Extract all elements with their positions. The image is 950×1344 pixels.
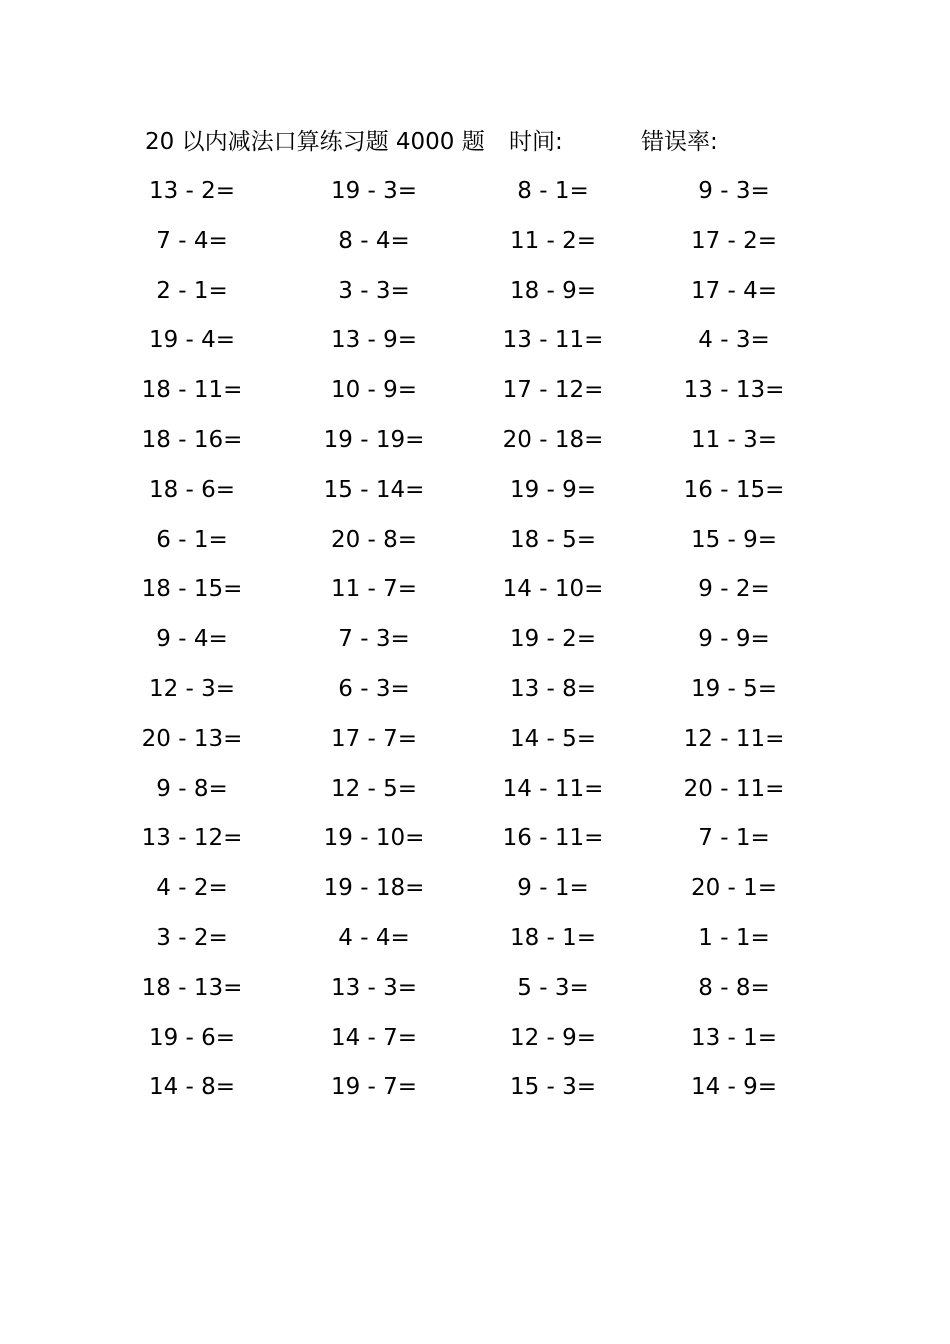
problem-row xyxy=(0,615,950,665)
subtraction-problem: 20 - 13= xyxy=(141,725,243,752)
subtraction-problem: 17 - 2= xyxy=(690,227,778,254)
subtraction-problem: 16 - 11= xyxy=(502,825,604,852)
subtraction-problem: 6 - 1= xyxy=(156,526,228,553)
problem-row xyxy=(0,316,950,366)
subtraction-problem: 12 - 3= xyxy=(148,675,236,702)
problem-row xyxy=(0,1014,950,1064)
subtraction-problem: 17 - 12= xyxy=(502,377,604,404)
subtraction-problem: 9 - 3= xyxy=(698,178,770,204)
subtraction-problem: 12 - 5= xyxy=(330,775,418,802)
subtraction-problem: 15 - 14= xyxy=(323,476,425,503)
subtraction-problem: 19 - 6= xyxy=(148,1024,236,1051)
subtraction-problem: 1 - 1= xyxy=(698,924,770,951)
subtraction-problem: 20 - 8= xyxy=(330,526,418,553)
subtraction-problem: 17 - 7= xyxy=(330,725,418,752)
problem-row xyxy=(0,366,950,416)
time-label: 时间: xyxy=(509,129,563,155)
subtraction-problem: 20 - 1= xyxy=(690,875,778,902)
subtraction-problem: 8 - 4= xyxy=(338,227,410,254)
problem-row xyxy=(0,167,950,217)
subtraction-problem: 13 - 13= xyxy=(683,377,785,404)
subtraction-problem: 14 - 8= xyxy=(148,1074,236,1101)
subtraction-problem: 18 - 6= xyxy=(148,476,236,503)
problem-row xyxy=(0,267,950,317)
problem-row xyxy=(0,466,950,516)
subtraction-problem: 13 - 3= xyxy=(330,974,418,1001)
subtraction-problem: 9 - 8= xyxy=(156,775,228,802)
subtraction-problem: 15 - 3= xyxy=(509,1074,597,1101)
subtraction-problem: 11 - 7= xyxy=(330,576,418,603)
subtraction-problem: 2 - 1= xyxy=(156,277,228,304)
problem-row xyxy=(0,516,950,566)
subtraction-problem: 11 - 2= xyxy=(509,227,597,254)
subtraction-problem: 12 - 11= xyxy=(683,725,785,752)
subtraction-problem: 5 - 3= xyxy=(517,974,589,1001)
subtraction-problem: 4 - 2= xyxy=(156,875,228,902)
subtraction-problem: 16 - 15= xyxy=(683,476,785,503)
subtraction-problem: 19 - 5= xyxy=(690,675,778,702)
problem-row xyxy=(0,565,950,615)
subtraction-problem: 20 - 18= xyxy=(502,426,604,453)
worksheet-header xyxy=(0,124,950,160)
problem-row xyxy=(0,765,950,815)
subtraction-problem: 14 - 5= xyxy=(509,725,597,752)
problem-row xyxy=(0,665,950,715)
subtraction-problem: 10 - 9= xyxy=(330,377,418,404)
subtraction-problem: 19 - 4= xyxy=(148,327,236,354)
subtraction-problem: 13 - 9= xyxy=(330,327,418,354)
problem-row xyxy=(0,914,950,964)
problem-row xyxy=(0,217,950,267)
error-rate-label: 错误率: xyxy=(641,129,718,155)
subtraction-problem: 14 - 11= xyxy=(502,775,604,802)
subtraction-problem: 17 - 4= xyxy=(690,277,778,304)
subtraction-problem: 18 - 11= xyxy=(141,377,243,404)
subtraction-problem: 19 - 19= xyxy=(323,426,425,453)
subtraction-problem: 9 - 2= xyxy=(698,576,770,603)
subtraction-problem: 19 - 2= xyxy=(509,626,597,653)
subtraction-problem: 15 - 9= xyxy=(690,526,778,553)
subtraction-problem: 9 - 9= xyxy=(698,626,770,653)
problem-row xyxy=(0,715,950,765)
problem-row xyxy=(0,964,950,1014)
subtraction-problem: 7 - 4= xyxy=(156,227,228,254)
subtraction-problem: 18 - 9= xyxy=(509,277,597,304)
subtraction-problem: 9 - 4= xyxy=(156,626,228,653)
subtraction-problem: 13 - 11= xyxy=(502,327,604,354)
subtraction-problem: 4 - 4= xyxy=(338,924,410,951)
worksheet-title: 20 以内减法口算练习题 4000 题 xyxy=(145,129,485,155)
subtraction-problem: 19 - 3= xyxy=(330,178,418,204)
subtraction-problem: 13 - 8= xyxy=(509,675,597,702)
subtraction-problem: 7 - 3= xyxy=(338,626,410,653)
subtraction-problem: 19 - 9= xyxy=(509,476,597,503)
subtraction-problem: 19 - 7= xyxy=(330,1074,418,1101)
problem-row xyxy=(0,1063,950,1113)
subtraction-problem: 14 - 7= xyxy=(330,1024,418,1051)
problem-row xyxy=(0,416,950,466)
subtraction-problem: 8 - 8= xyxy=(698,974,770,1001)
subtraction-problem: 11 - 3= xyxy=(690,426,778,453)
subtraction-problem: 4 - 3= xyxy=(698,327,770,354)
subtraction-problem: 14 - 10= xyxy=(502,576,604,603)
subtraction-problem: 7 - 1= xyxy=(698,825,770,852)
subtraction-problem: 18 - 13= xyxy=(141,974,243,1001)
subtraction-problem: 6 - 3= xyxy=(338,675,410,702)
subtraction-problem: 3 - 3= xyxy=(338,277,410,304)
subtraction-problem: 3 - 2= xyxy=(156,924,228,951)
problem-grid xyxy=(0,167,950,1113)
subtraction-problem: 19 - 18= xyxy=(323,875,425,902)
subtraction-problem: 18 - 15= xyxy=(141,576,243,603)
subtraction-problem: 18 - 5= xyxy=(509,526,597,553)
subtraction-problem: 20 - 11= xyxy=(683,775,785,802)
subtraction-problem: 14 - 9= xyxy=(690,1074,778,1101)
subtraction-problem: 12 - 9= xyxy=(509,1024,597,1051)
problem-row xyxy=(0,864,950,914)
subtraction-problem: 13 - 12= xyxy=(141,825,243,852)
subtraction-problem: 19 - 10= xyxy=(323,825,425,852)
problem-row xyxy=(0,814,950,864)
subtraction-problem: 18 - 1= xyxy=(509,924,597,951)
subtraction-problem: 8 - 1= xyxy=(517,178,589,204)
subtraction-problem: 18 - 16= xyxy=(141,426,243,453)
subtraction-problem: 9 - 1= xyxy=(517,875,589,902)
subtraction-problem: 13 - 2= xyxy=(148,178,236,204)
subtraction-problem: 13 - 1= xyxy=(690,1024,778,1051)
